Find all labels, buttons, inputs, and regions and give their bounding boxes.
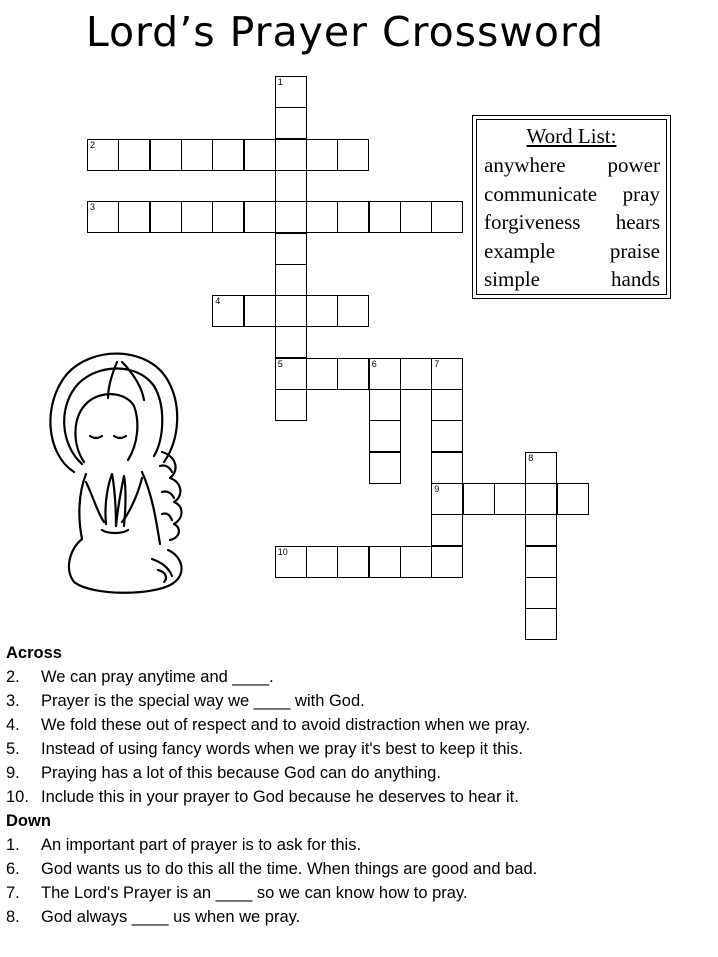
crossword-cell[interactable] — [306, 295, 338, 327]
clue-text: We fold these out of respect and to avoid distraction when we pray. — [41, 716, 531, 734]
praying-girl-illustration — [42, 344, 202, 604]
clue-text: An important part of prayer is to ask for this. — [41, 836, 362, 854]
cell-number: 10 — [277, 546, 288, 557]
crossword-cell[interactable] — [494, 483, 526, 515]
clue-text: Prayer is the special way we ____ with God. — [41, 692, 365, 710]
crossword-cell[interactable] — [275, 295, 307, 327]
clue-number: 3. — [6, 692, 20, 710]
word-list-word: communicate — [484, 181, 598, 206]
crossword-cell[interactable] — [87, 139, 119, 171]
clue-across — [6, 665, 706, 689]
crossword-cell[interactable] — [181, 201, 213, 233]
crossword-cell[interactable] — [275, 389, 307, 421]
clue-text: God always ____ us when we pray. — [41, 908, 301, 926]
crossword-cell[interactable] — [369, 452, 401, 484]
clue-number: 9. — [6, 764, 20, 782]
crossword-cell[interactable] — [337, 295, 369, 327]
word-list-heading: Word List: — [526, 124, 617, 148]
cell-number: 7 — [434, 358, 440, 369]
crossword-cell[interactable] — [118, 201, 150, 233]
clue-across — [6, 689, 706, 713]
word-list-word: example — [484, 238, 556, 263]
word-list-word: hears — [615, 210, 660, 234]
crossword-cell[interactable] — [431, 452, 463, 484]
word-list-word: power — [607, 153, 660, 177]
clue-down — [6, 857, 706, 881]
cell-number: 3 — [90, 202, 96, 213]
word-list-row — [477, 153, 666, 182]
clue-across — [6, 785, 706, 809]
crossword-cell[interactable] — [150, 201, 182, 233]
cell-number: 4 — [215, 296, 221, 307]
crossword-cell[interactable] — [275, 76, 307, 108]
crossword-cell[interactable] — [369, 389, 401, 421]
word-list-word: forgiveness — [484, 210, 581, 234]
clue-down — [6, 881, 706, 905]
crossword-cell[interactable] — [431, 358, 463, 390]
crossword-cell[interactable] — [525, 546, 557, 578]
crossword-cell[interactable] — [87, 201, 119, 233]
crossword-cell[interactable] — [181, 139, 213, 171]
crossword-cell[interactable] — [431, 514, 463, 546]
crossword-cell[interactable] — [431, 483, 463, 515]
crossword-cell[interactable] — [212, 139, 244, 171]
crossword-cell[interactable] — [557, 483, 589, 515]
crossword-cell[interactable] — [337, 201, 369, 233]
cell-number: 9 — [434, 483, 440, 494]
crossword-cell[interactable] — [525, 577, 557, 609]
clue-down — [6, 833, 706, 857]
down-heading: Down — [6, 812, 51, 830]
word-list-row — [477, 267, 666, 296]
cell-number: 2 — [90, 139, 96, 150]
clue-across — [6, 737, 706, 761]
clue-text: Praying has a lot of this because God can do anything. — [41, 764, 441, 782]
crossword-cell[interactable] — [337, 546, 369, 578]
clue-number: 4. — [6, 716, 20, 734]
crossword-cell[interactable] — [525, 452, 557, 484]
crossword-cell[interactable] — [337, 139, 369, 171]
crossword-cell[interactable] — [212, 295, 244, 327]
word-list-word: anywhere — [484, 153, 566, 177]
crossword-cell[interactable] — [275, 264, 307, 296]
word-list-word: simple — [484, 267, 540, 291]
word-list-row — [477, 210, 666, 239]
crossword-cell[interactable] — [337, 358, 369, 390]
crossword-cell[interactable] — [525, 514, 557, 546]
crossword-cell[interactable] — [369, 358, 401, 390]
clues-section — [6, 641, 706, 929]
clue-text: Include this in your prayer to God because he deserves to hear it. — [41, 788, 519, 806]
crossword-cell[interactable] — [275, 546, 307, 578]
across-heading: Across — [6, 644, 62, 662]
crossword-cell[interactable] — [244, 295, 276, 327]
clue-text: God wants us to do this all the time. When things are good and bad. — [41, 860, 538, 878]
crossword-cell[interactable] — [306, 358, 338, 390]
clue-number: 1. — [6, 836, 20, 854]
clue-down — [6, 905, 706, 929]
word-list-box — [472, 115, 671, 299]
clue-number: 10. — [6, 788, 29, 806]
clue-text: The Lord's Prayer is an ____ so we can know how to pray. — [41, 884, 468, 902]
crossword-cell[interactable] — [275, 358, 307, 390]
cell-number: 8 — [528, 452, 534, 463]
crossword-cell[interactable] — [369, 420, 401, 452]
crossword-cell[interactable] — [275, 107, 307, 139]
crossword-cell[interactable] — [306, 139, 338, 171]
page-title: Lord’s Prayer Crossword — [85, 8, 605, 56]
clue-number: 6. — [6, 860, 20, 878]
word-list-word: hands — [611, 267, 660, 291]
crossword-cell[interactable] — [275, 326, 307, 358]
crossword-cell[interactable] — [369, 546, 401, 578]
word-list-word: pray — [622, 181, 660, 206]
crossword-cell[interactable] — [150, 139, 182, 171]
word-list-word: praise — [609, 238, 660, 263]
clue-text: We can pray anytime and ____. — [41, 668, 274, 686]
crossword-cell[interactable] — [275, 201, 307, 233]
crossword-cell[interactable] — [431, 389, 463, 421]
clue-number: 2. — [6, 668, 20, 686]
crossword-cell[interactable] — [244, 201, 276, 233]
crossword-cell[interactable] — [212, 201, 244, 233]
clue-across — [6, 713, 706, 737]
clue-text: Instead of using fancy words when we pray it's best to keep it this. — [41, 740, 523, 758]
clue-number: 8. — [6, 908, 20, 926]
crossword-cell[interactable] — [369, 201, 401, 233]
cell-number: 6 — [371, 358, 377, 369]
crossword-cell[interactable] — [118, 139, 150, 171]
crossword-cell[interactable] — [275, 139, 307, 171]
cell-number: 1 — [277, 77, 283, 87]
crossword-cell[interactable] — [275, 233, 307, 265]
crossword-cell[interactable] — [306, 546, 338, 578]
clue-number: 5. — [6, 740, 20, 758]
cell-number: 5 — [277, 358, 283, 369]
crossword-cell[interactable] — [306, 201, 338, 233]
crossword-cell[interactable] — [525, 483, 557, 515]
crossword-cell[interactable] — [463, 483, 495, 515]
word-list-row — [477, 182, 666, 211]
crossword-cell[interactable] — [275, 170, 307, 202]
clue-number: 7. — [6, 884, 20, 902]
crossword-cell[interactable] — [244, 139, 276, 171]
crossword-cell[interactable] — [400, 201, 432, 233]
crossword-cell[interactable] — [431, 201, 463, 233]
clue-across — [6, 761, 706, 785]
word-list-row — [477, 239, 666, 268]
crossword-cell[interactable] — [525, 608, 557, 640]
crossword-cell[interactable] — [431, 546, 463, 578]
crossword-cell[interactable] — [431, 420, 463, 452]
crossword-cell[interactable] — [400, 546, 432, 578]
crossword-cell[interactable] — [400, 358, 432, 390]
